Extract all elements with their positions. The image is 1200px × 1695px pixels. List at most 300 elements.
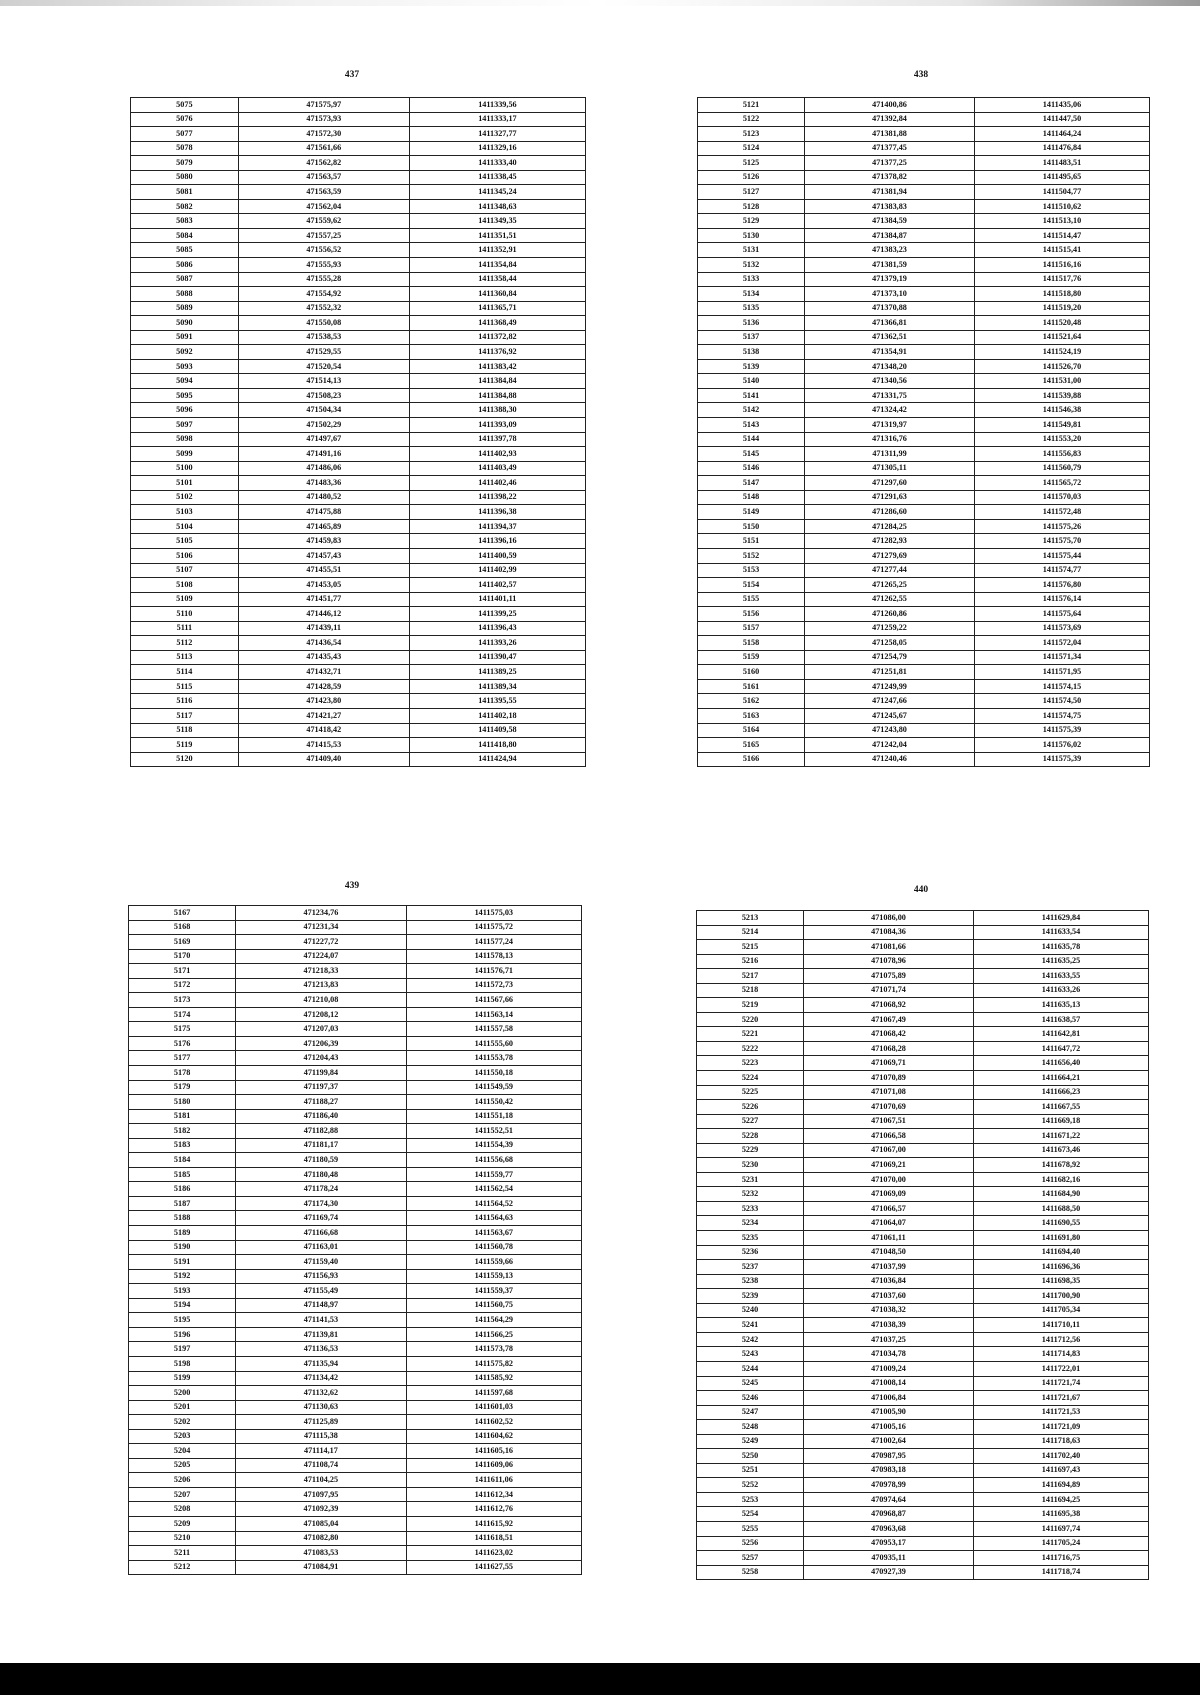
table-row (131, 316, 586, 331)
x-coordinate-cell: 471242,04 (805, 738, 975, 753)
y-coordinate-cell: 1411564,52 (406, 1196, 581, 1211)
point-number-cell: 5178 (129, 1066, 236, 1081)
y-coordinate-cell: 1411563,67 (406, 1226, 581, 1241)
y-coordinate-cell: 1411574,50 (975, 694, 1150, 709)
table-row (131, 228, 586, 243)
table-row (131, 534, 586, 549)
x-coordinate-cell: 471135,94 (236, 1356, 406, 1371)
table-row (698, 723, 1150, 738)
y-coordinate-cell: 1411552,51 (406, 1124, 581, 1139)
x-coordinate-cell: 471483,36 (238, 476, 409, 491)
y-coordinate-cell: 1411712,56 (974, 1332, 1149, 1347)
point-number-cell: 5125 (698, 156, 805, 171)
y-coordinate-cell: 1411352,91 (409, 243, 585, 258)
table-row (698, 141, 1150, 156)
table-row (129, 1386, 582, 1401)
table-row (697, 1260, 1149, 1275)
point-number-cell: 5176 (129, 1036, 236, 1051)
point-number-cell: 5252 (697, 1478, 804, 1493)
point-number-cell: 5117 (131, 708, 239, 723)
x-coordinate-cell: 471316,76 (805, 432, 975, 447)
y-coordinate-cell: 1411721,67 (974, 1391, 1149, 1406)
table-row (131, 636, 586, 651)
coordinate-table-440 (696, 910, 1149, 1580)
x-coordinate-cell: 471084,36 (804, 925, 974, 940)
x-coordinate-cell: 471305,11 (805, 461, 975, 476)
point-number-cell: 5148 (698, 490, 805, 505)
x-coordinate-cell: 471134,42 (236, 1371, 406, 1386)
table-row (698, 316, 1150, 331)
x-coordinate-cell: 471418,42 (238, 723, 409, 738)
point-number-cell: 5185 (129, 1167, 236, 1182)
y-coordinate-cell: 1411360,84 (409, 287, 585, 302)
x-coordinate-cell: 471064,07 (804, 1216, 974, 1231)
x-coordinate-cell: 471362,51 (805, 330, 975, 345)
y-coordinate-cell: 1411682,16 (974, 1172, 1149, 1187)
table-row (131, 374, 586, 389)
x-coordinate-cell: 471068,92 (804, 998, 974, 1013)
table-row (697, 1158, 1149, 1173)
point-number-cell: 5214 (697, 925, 804, 940)
point-number-cell: 5099 (131, 447, 239, 462)
point-number-cell: 5096 (131, 403, 239, 418)
y-coordinate-cell: 1411638,57 (974, 1012, 1149, 1027)
y-coordinate-cell: 1411384,88 (409, 388, 585, 403)
y-coordinate-cell: 1411354,84 (409, 258, 585, 273)
table-row (131, 519, 586, 534)
point-number-cell: 5129 (698, 214, 805, 229)
x-coordinate-cell: 471208,12 (236, 1007, 406, 1022)
y-coordinate-cell: 1411714,83 (974, 1347, 1149, 1362)
point-number-cell: 5234 (697, 1216, 804, 1231)
table-row (129, 1153, 582, 1168)
y-coordinate-cell: 1411562,54 (406, 1182, 581, 1197)
x-coordinate-cell: 471459,83 (238, 534, 409, 549)
x-coordinate-cell: 471421,27 (238, 708, 409, 723)
y-coordinate-cell: 1411495,65 (975, 170, 1150, 185)
table-row (131, 170, 586, 185)
table-row (698, 330, 1150, 345)
table-row (697, 1405, 1149, 1420)
y-coordinate-cell: 1411516,16 (975, 258, 1150, 273)
table-row (698, 461, 1150, 476)
table-row (131, 563, 586, 578)
table-row (698, 170, 1150, 185)
y-coordinate-cell: 1411464,24 (975, 127, 1150, 142)
x-coordinate-cell: 471206,39 (236, 1036, 406, 1051)
point-number-cell: 5172 (129, 978, 236, 993)
table-row (698, 359, 1150, 374)
point-number-cell: 5212 (129, 1560, 236, 1575)
y-coordinate-cell: 1411539,88 (975, 388, 1150, 403)
table-row (698, 447, 1150, 462)
point-number-cell: 5205 (129, 1458, 236, 1473)
table-row (698, 287, 1150, 302)
x-coordinate-cell: 471514,13 (238, 374, 409, 389)
x-coordinate-cell: 471180,48 (236, 1167, 406, 1182)
x-coordinate-cell: 471423,80 (238, 694, 409, 709)
table-row (131, 345, 586, 360)
y-coordinate-cell: 1411721,74 (974, 1376, 1149, 1391)
point-number-cell: 5201 (129, 1400, 236, 1415)
x-coordinate-cell: 471067,51 (804, 1114, 974, 1129)
x-coordinate-cell: 471186,40 (236, 1109, 406, 1124)
x-coordinate-cell: 471125,89 (236, 1415, 406, 1430)
y-coordinate-cell: 1411402,57 (409, 578, 585, 593)
table-row (131, 127, 586, 142)
table-row (129, 1415, 582, 1430)
point-number-cell: 5195 (129, 1313, 236, 1328)
x-coordinate-cell: 470974,64 (804, 1492, 974, 1507)
table-row (698, 548, 1150, 563)
y-coordinate-cell: 1411718,74 (974, 1565, 1149, 1580)
table-row (131, 447, 586, 462)
x-coordinate-cell: 470963,68 (804, 1521, 974, 1536)
x-coordinate-cell: 471005,90 (804, 1405, 974, 1420)
point-number-cell: 5084 (131, 228, 239, 243)
table-row (698, 476, 1150, 491)
x-coordinate-cell: 471213,83 (236, 978, 406, 993)
point-number-cell: 5197 (129, 1342, 236, 1357)
y-coordinate-cell: 1411514,47 (975, 228, 1150, 243)
x-coordinate-cell: 471166,68 (236, 1226, 406, 1241)
point-number-cell: 5221 (697, 1027, 804, 1042)
point-number-cell: 5134 (698, 287, 805, 302)
y-coordinate-cell: 1411418,80 (409, 738, 585, 753)
y-coordinate-cell: 1411694,25 (974, 1492, 1149, 1507)
point-number-cell: 5242 (697, 1332, 804, 1347)
y-coordinate-cell: 1411573,69 (975, 621, 1150, 636)
point-number-cell: 5147 (698, 476, 805, 491)
scan-edge-bottom (0, 1663, 1200, 1695)
x-coordinate-cell: 471243,80 (805, 723, 975, 738)
x-coordinate-cell: 471572,30 (238, 127, 409, 142)
point-number-cell: 5094 (131, 374, 239, 389)
x-coordinate-cell: 471563,59 (238, 185, 409, 200)
point-number-cell: 5216 (697, 954, 804, 969)
point-number-cell: 5080 (131, 170, 239, 185)
x-coordinate-cell: 471006,84 (804, 1391, 974, 1406)
point-number-cell: 5113 (131, 650, 239, 665)
x-coordinate-cell: 471008,14 (804, 1376, 974, 1391)
table-row (129, 1444, 582, 1459)
y-coordinate-cell: 1411575,64 (975, 607, 1150, 622)
y-coordinate-cell: 1411555,60 (406, 1036, 581, 1051)
point-number-cell: 5106 (131, 548, 239, 563)
point-number-cell: 5206 (129, 1473, 236, 1488)
y-coordinate-cell: 1411601,03 (406, 1400, 581, 1415)
point-number-cell: 5085 (131, 243, 239, 258)
x-coordinate-cell: 471067,00 (804, 1143, 974, 1158)
point-number-cell: 5097 (131, 418, 239, 433)
point-number-cell: 5223 (697, 1056, 804, 1071)
point-number-cell: 5101 (131, 476, 239, 491)
point-number-cell: 5137 (698, 330, 805, 345)
point-number-cell: 5170 (129, 949, 236, 964)
table-row (131, 592, 586, 607)
x-coordinate-cell: 471181,17 (236, 1138, 406, 1153)
table-row (698, 621, 1150, 636)
x-coordinate-cell: 471379,19 (805, 272, 975, 287)
table-row (131, 490, 586, 505)
x-coordinate-cell: 471415,53 (238, 738, 409, 753)
x-coordinate-cell: 471009,24 (804, 1361, 974, 1376)
y-coordinate-cell: 1411376,92 (409, 345, 585, 360)
y-coordinate-cell: 1411560,79 (975, 461, 1150, 476)
point-number-cell: 5104 (131, 519, 239, 534)
y-coordinate-cell: 1411673,46 (974, 1143, 1149, 1158)
coordinate-table-437 (130, 97, 586, 767)
table-row (698, 418, 1150, 433)
x-coordinate-cell: 471384,59 (805, 214, 975, 229)
x-coordinate-cell: 471319,97 (805, 418, 975, 433)
x-coordinate-cell: 471097,95 (236, 1487, 406, 1502)
y-coordinate-cell: 1411572,73 (406, 978, 581, 993)
y-coordinate-cell: 1411504,77 (975, 185, 1150, 200)
x-coordinate-cell: 471556,52 (238, 243, 409, 258)
table-row (129, 1182, 582, 1197)
table-row (131, 156, 586, 171)
table-row (698, 185, 1150, 200)
table-row (698, 228, 1150, 243)
y-coordinate-cell: 1411553,20 (975, 432, 1150, 447)
x-coordinate-cell: 471037,60 (804, 1289, 974, 1304)
table-row (697, 1172, 1149, 1187)
x-coordinate-cell: 471439,11 (238, 621, 409, 636)
y-coordinate-cell: 1411578,13 (406, 949, 581, 964)
y-coordinate-cell: 1411402,93 (409, 447, 585, 462)
y-coordinate-cell: 1411633,54 (974, 925, 1149, 940)
y-coordinate-cell: 1411575,03 (406, 906, 581, 921)
table-row (698, 708, 1150, 723)
y-coordinate-cell: 1411642,81 (974, 1027, 1149, 1042)
table-row (698, 127, 1150, 142)
y-coordinate-cell: 1411556,68 (406, 1153, 581, 1168)
point-number-cell: 5079 (131, 156, 239, 171)
y-coordinate-cell: 1411396,16 (409, 534, 585, 549)
point-number-cell: 5090 (131, 316, 239, 331)
y-coordinate-cell: 1411667,55 (974, 1100, 1149, 1115)
point-number-cell: 5203 (129, 1429, 236, 1444)
table-row (697, 1332, 1149, 1347)
x-coordinate-cell: 471502,29 (238, 418, 409, 433)
point-number-cell: 5082 (131, 199, 239, 214)
table-row (129, 1124, 582, 1139)
y-coordinate-cell: 1411575,82 (406, 1356, 581, 1371)
point-number-cell: 5098 (131, 432, 239, 447)
table-row (698, 694, 1150, 709)
x-coordinate-cell: 471034,78 (804, 1347, 974, 1362)
y-coordinate-cell: 1411550,42 (406, 1095, 581, 1110)
point-number-cell: 5161 (698, 679, 805, 694)
y-coordinate-cell: 1411345,24 (409, 185, 585, 200)
point-number-cell: 5164 (698, 723, 805, 738)
y-coordinate-cell: 1411721,53 (974, 1405, 1149, 1420)
x-coordinate-cell: 471130,63 (236, 1400, 406, 1415)
y-coordinate-cell: 1411694,89 (974, 1478, 1149, 1493)
x-coordinate-cell: 471552,32 (238, 301, 409, 316)
table-row (131, 287, 586, 302)
table-row (129, 978, 582, 993)
x-coordinate-cell: 471538,53 (238, 330, 409, 345)
x-coordinate-cell: 471562,82 (238, 156, 409, 171)
x-coordinate-cell: 471068,42 (804, 1027, 974, 1042)
point-number-cell: 5076 (131, 112, 239, 127)
y-coordinate-cell: 1411565,72 (975, 476, 1150, 491)
table-row (697, 1434, 1149, 1449)
y-coordinate-cell: 1411656,40 (974, 1056, 1149, 1071)
table-row (129, 1211, 582, 1226)
table-row (697, 1114, 1149, 1129)
table-row (698, 432, 1150, 447)
x-coordinate-cell: 471555,28 (238, 272, 409, 287)
point-number-cell: 5183 (129, 1138, 236, 1153)
x-coordinate-cell: 471247,66 (805, 694, 975, 709)
x-coordinate-cell: 471435,43 (238, 650, 409, 665)
page-number-440: 440 (913, 885, 929, 895)
y-coordinate-cell: 1411671,22 (974, 1129, 1149, 1144)
point-number-cell: 5123 (698, 127, 805, 142)
y-coordinate-cell: 1411574,15 (975, 679, 1150, 694)
point-number-cell: 5173 (129, 993, 236, 1008)
x-coordinate-cell: 471169,74 (236, 1211, 406, 1226)
y-coordinate-cell: 1411694,40 (974, 1245, 1149, 1260)
point-number-cell: 5146 (698, 461, 805, 476)
point-number-cell: 5163 (698, 708, 805, 723)
x-coordinate-cell: 471108,74 (236, 1458, 406, 1473)
y-coordinate-cell: 1411351,51 (409, 228, 585, 243)
point-number-cell: 5086 (131, 258, 239, 273)
x-coordinate-cell: 471366,81 (805, 316, 975, 331)
point-number-cell: 5156 (698, 607, 805, 622)
y-coordinate-cell: 1411550,18 (406, 1066, 581, 1081)
y-coordinate-cell: 1411695,38 (974, 1507, 1149, 1522)
point-number-cell: 5202 (129, 1415, 236, 1430)
table-row (697, 1391, 1149, 1406)
point-number-cell: 5204 (129, 1444, 236, 1459)
y-coordinate-cell: 1411664,21 (974, 1071, 1149, 1086)
y-coordinate-cell: 1411635,13 (974, 998, 1149, 1013)
table-row (697, 1143, 1149, 1158)
x-coordinate-cell: 471383,83 (805, 199, 975, 214)
point-number-cell: 5235 (697, 1231, 804, 1246)
table-row (698, 534, 1150, 549)
table-row (131, 679, 586, 694)
table-row (131, 708, 586, 723)
x-coordinate-cell: 471262,55 (805, 592, 975, 607)
x-coordinate-cell: 471282,93 (805, 534, 975, 549)
table-row (129, 1516, 582, 1531)
x-coordinate-cell: 471086,00 (804, 911, 974, 926)
y-coordinate-cell: 1411684,90 (974, 1187, 1149, 1202)
x-coordinate-cell: 471174,30 (236, 1196, 406, 1211)
table-row (698, 665, 1150, 680)
point-number-cell: 5160 (698, 665, 805, 680)
y-coordinate-cell: 1411564,29 (406, 1313, 581, 1328)
point-number-cell: 5196 (129, 1327, 236, 1342)
table-row (131, 694, 586, 709)
y-coordinate-cell: 1411574,75 (975, 708, 1150, 723)
x-coordinate-cell: 471559,62 (238, 214, 409, 229)
y-coordinate-cell: 1411576,71 (406, 964, 581, 979)
x-coordinate-cell: 471497,67 (238, 432, 409, 447)
x-coordinate-cell: 471069,09 (804, 1187, 974, 1202)
y-coordinate-cell: 1411402,46 (409, 476, 585, 491)
table-row (698, 301, 1150, 316)
x-coordinate-cell: 471078,96 (804, 954, 974, 969)
x-coordinate-cell: 471182,88 (236, 1124, 406, 1139)
table-row (129, 1342, 582, 1357)
point-number-cell: 5257 (697, 1551, 804, 1566)
x-coordinate-cell: 471373,10 (805, 287, 975, 302)
point-number-cell: 5177 (129, 1051, 236, 1066)
point-number-cell: 5159 (698, 650, 805, 665)
x-coordinate-cell: 471258,05 (805, 636, 975, 651)
y-coordinate-cell: 1411635,78 (974, 940, 1149, 955)
y-coordinate-cell: 1411339,56 (409, 98, 585, 113)
point-number-cell: 5139 (698, 359, 805, 374)
table-row (698, 636, 1150, 651)
x-coordinate-cell: 471279,69 (805, 548, 975, 563)
point-number-cell: 5256 (697, 1536, 804, 1551)
y-coordinate-cell: 1411623,02 (406, 1546, 581, 1561)
x-coordinate-cell: 471554,92 (238, 287, 409, 302)
x-coordinate-cell: 471188,27 (236, 1095, 406, 1110)
point-number-cell: 5191 (129, 1255, 236, 1270)
y-coordinate-cell: 1411333,40 (409, 156, 585, 171)
point-number-cell: 5199 (129, 1371, 236, 1386)
table-row (698, 519, 1150, 534)
x-coordinate-cell: 471197,37 (236, 1080, 406, 1095)
y-coordinate-cell: 1411669,18 (974, 1114, 1149, 1129)
table-row (697, 1551, 1149, 1566)
x-coordinate-cell: 471075,89 (804, 969, 974, 984)
y-coordinate-cell: 1411615,92 (406, 1516, 581, 1531)
x-coordinate-cell: 471210,08 (236, 993, 406, 1008)
point-number-cell: 5243 (697, 1347, 804, 1362)
y-coordinate-cell: 1411560,75 (406, 1298, 581, 1313)
point-number-cell: 5121 (698, 98, 805, 113)
table-row (697, 1027, 1149, 1042)
x-coordinate-cell: 471297,60 (805, 476, 975, 491)
y-coordinate-cell: 1411483,51 (975, 156, 1150, 171)
table-row (697, 1245, 1149, 1260)
x-coordinate-cell: 471562,04 (238, 199, 409, 214)
table-row (129, 1473, 582, 1488)
point-number-cell: 5115 (131, 679, 239, 694)
table-row (131, 578, 586, 593)
table-row (697, 1565, 1149, 1580)
point-number-cell: 5093 (131, 359, 239, 374)
y-coordinate-cell: 1411396,43 (409, 621, 585, 636)
point-number-cell: 5237 (697, 1260, 804, 1275)
coordinate-table-438 (697, 97, 1150, 767)
x-coordinate-cell: 471037,25 (804, 1332, 974, 1347)
x-coordinate-cell: 471071,08 (804, 1085, 974, 1100)
table-row (698, 650, 1150, 665)
table-row (129, 906, 582, 921)
table-row (697, 1129, 1149, 1144)
table-row (129, 1036, 582, 1051)
x-coordinate-cell: 471132,62 (236, 1386, 406, 1401)
x-coordinate-cell: 471381,59 (805, 258, 975, 273)
y-coordinate-cell: 1411559,37 (406, 1284, 581, 1299)
x-coordinate-cell: 471224,07 (236, 949, 406, 964)
point-number-cell: 5152 (698, 548, 805, 563)
x-coordinate-cell: 471115,38 (236, 1429, 406, 1444)
table-row (698, 403, 1150, 418)
x-coordinate-cell: 471068,28 (804, 1041, 974, 1056)
